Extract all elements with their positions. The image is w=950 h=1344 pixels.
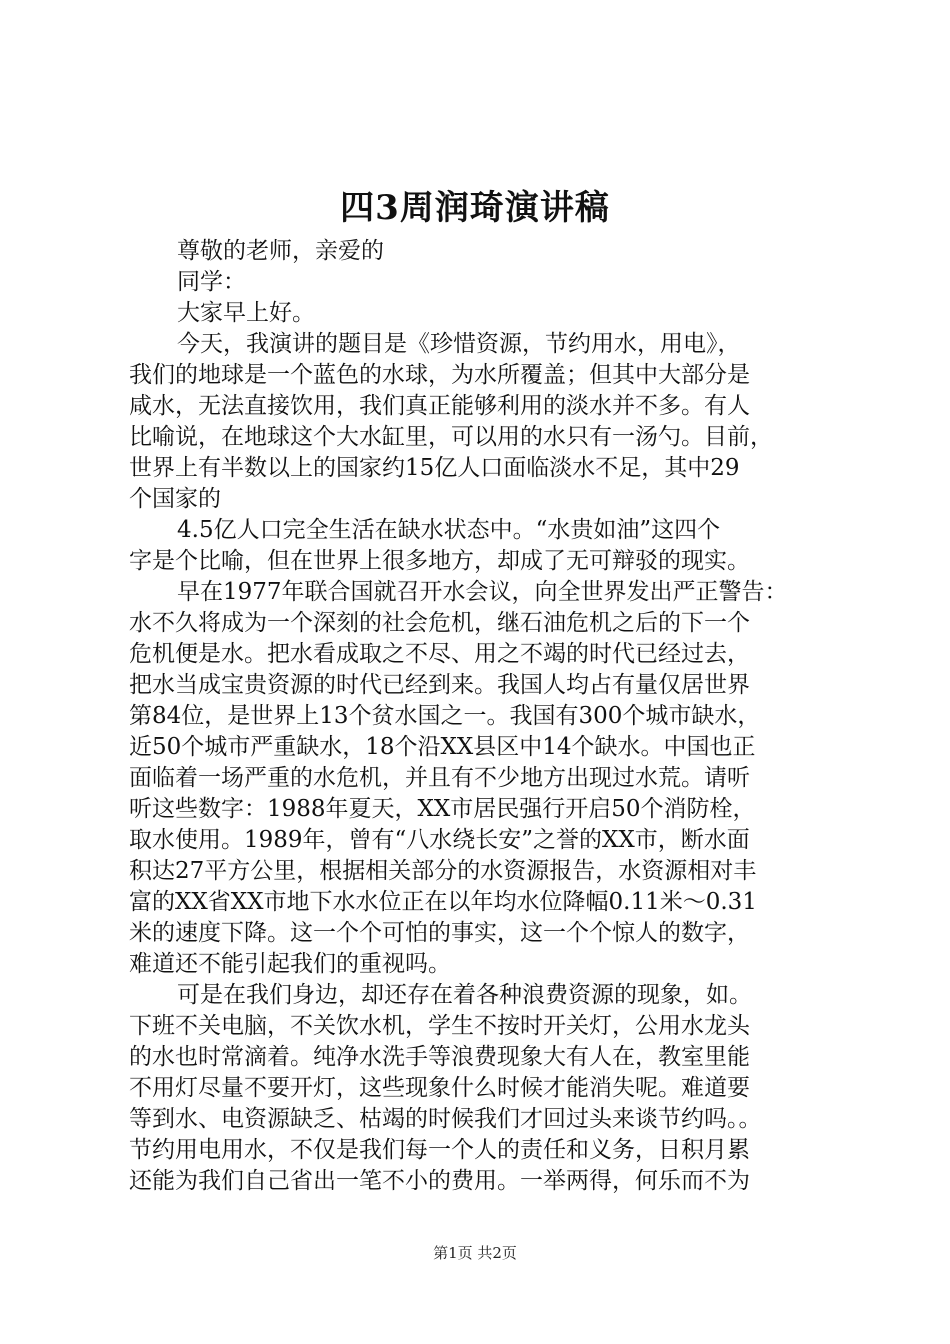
text-line: 节约用电用水，不仅是我们每一个人的责任和义务，日积月累: [129, 1137, 750, 1163]
text-line: 取水使用。1989年，曾有“八水绕长安”之誉的XX市，断水面: [129, 827, 750, 853]
page-footer: 第1页 共2页: [433, 1244, 517, 1262]
document-body: [129, 236, 829, 1197]
text-line: 等到水、电资源缺乏、枯竭的时候我们才回过头来谈节约吗。。: [129, 1106, 762, 1132]
text-line: 同学：: [177, 269, 246, 295]
text-line: 字是个比喻，但在世界上很多地方，却成了无可辩驳的现实。: [129, 548, 750, 574]
document-title: 四3周润琦演讲稿: [340, 188, 610, 228]
text-line: 的水也时常滴着。纯净水洗手等浪费现象大有人在，教室里能: [129, 1044, 750, 1070]
text-line: 可是在我们身边，却还存在着各种浪费资源的现象，如。: [177, 982, 752, 1008]
text-line: 富的XX省XX市地下水水位正在以年均水位降幅0.11米～0.31: [129, 889, 757, 915]
text-line: 咸水，无法直接饮用，我们真正能够利用的淡水并不多。有人: [129, 393, 750, 419]
text-line: 水不久将成为一个深刻的社会危机，继石油危机之后的下一个: [129, 610, 750, 636]
text-line: 米的速度下降。这一个个可怕的事实，这一个个惊人的数字，: [129, 920, 750, 946]
text-line: 比喻说，在地球这个大水缸里，可以用的水只有一汤勺。目前，: [129, 424, 773, 450]
text-line: 4.5亿人口完全生活在缺水状态中。“水贵如油”这四个: [177, 517, 721, 543]
text-line: 还能为我们自己省出一笔不小的费用。一举两得，何乐而不为: [129, 1168, 750, 1194]
text-line: 我们的地球是一个蓝色的水球，为水所覆盖；但其中大部分是: [129, 362, 750, 388]
text-line: 今天，我演讲的题目是《珍惜资源，节约用水，用电》，: [177, 331, 741, 357]
text-line: 早在1977年联合国就召开水会议，向全世界发出严正警告：: [177, 579, 788, 605]
text-line: 听这些数字：1988年夏天，XX市居民强行开启50个消防栓，: [129, 796, 756, 822]
text-line: 积达27平方公里，根据相关部分的水资源报告，水资源相对丰: [129, 858, 757, 884]
text-line: 尊敬的老师，亲爱的: [177, 238, 384, 264]
text-line: 难道还不能引起我们的重视吗。: [129, 951, 451, 977]
text-line: 世界上有半数以上的国家约15亿人口面临淡水不足，其中29: [129, 455, 740, 481]
text-line: 不用灯尽量不要开灯，这些现象什么时候才能消失呢。难道要: [129, 1075, 750, 1101]
text-line: 把水当成宝贵资源的时代已经到来。我国人均占有量仅居世界: [129, 672, 750, 698]
text-line: 面临着一场严重的水危机，并且有不少地方出现过水荒。请听: [129, 765, 750, 791]
text-line: 近50个城市严重缺水，18个沿XX县区中14个缺水。中国也正: [129, 734, 756, 760]
text-line: 危机便是水。把水看成取之不尽、用之不竭的时代已经过去，: [129, 641, 750, 667]
text-line: 大家早上好。: [177, 300, 315, 326]
text-line: 下班不关电脑，不关饮水机，学生不按时开关灯，公用水龙头: [129, 1013, 750, 1039]
text-line: 个国家的: [129, 486, 221, 512]
text-line: 第84位，是世界上13个贫水国之一。我国有300个城市缺水，: [129, 703, 761, 729]
